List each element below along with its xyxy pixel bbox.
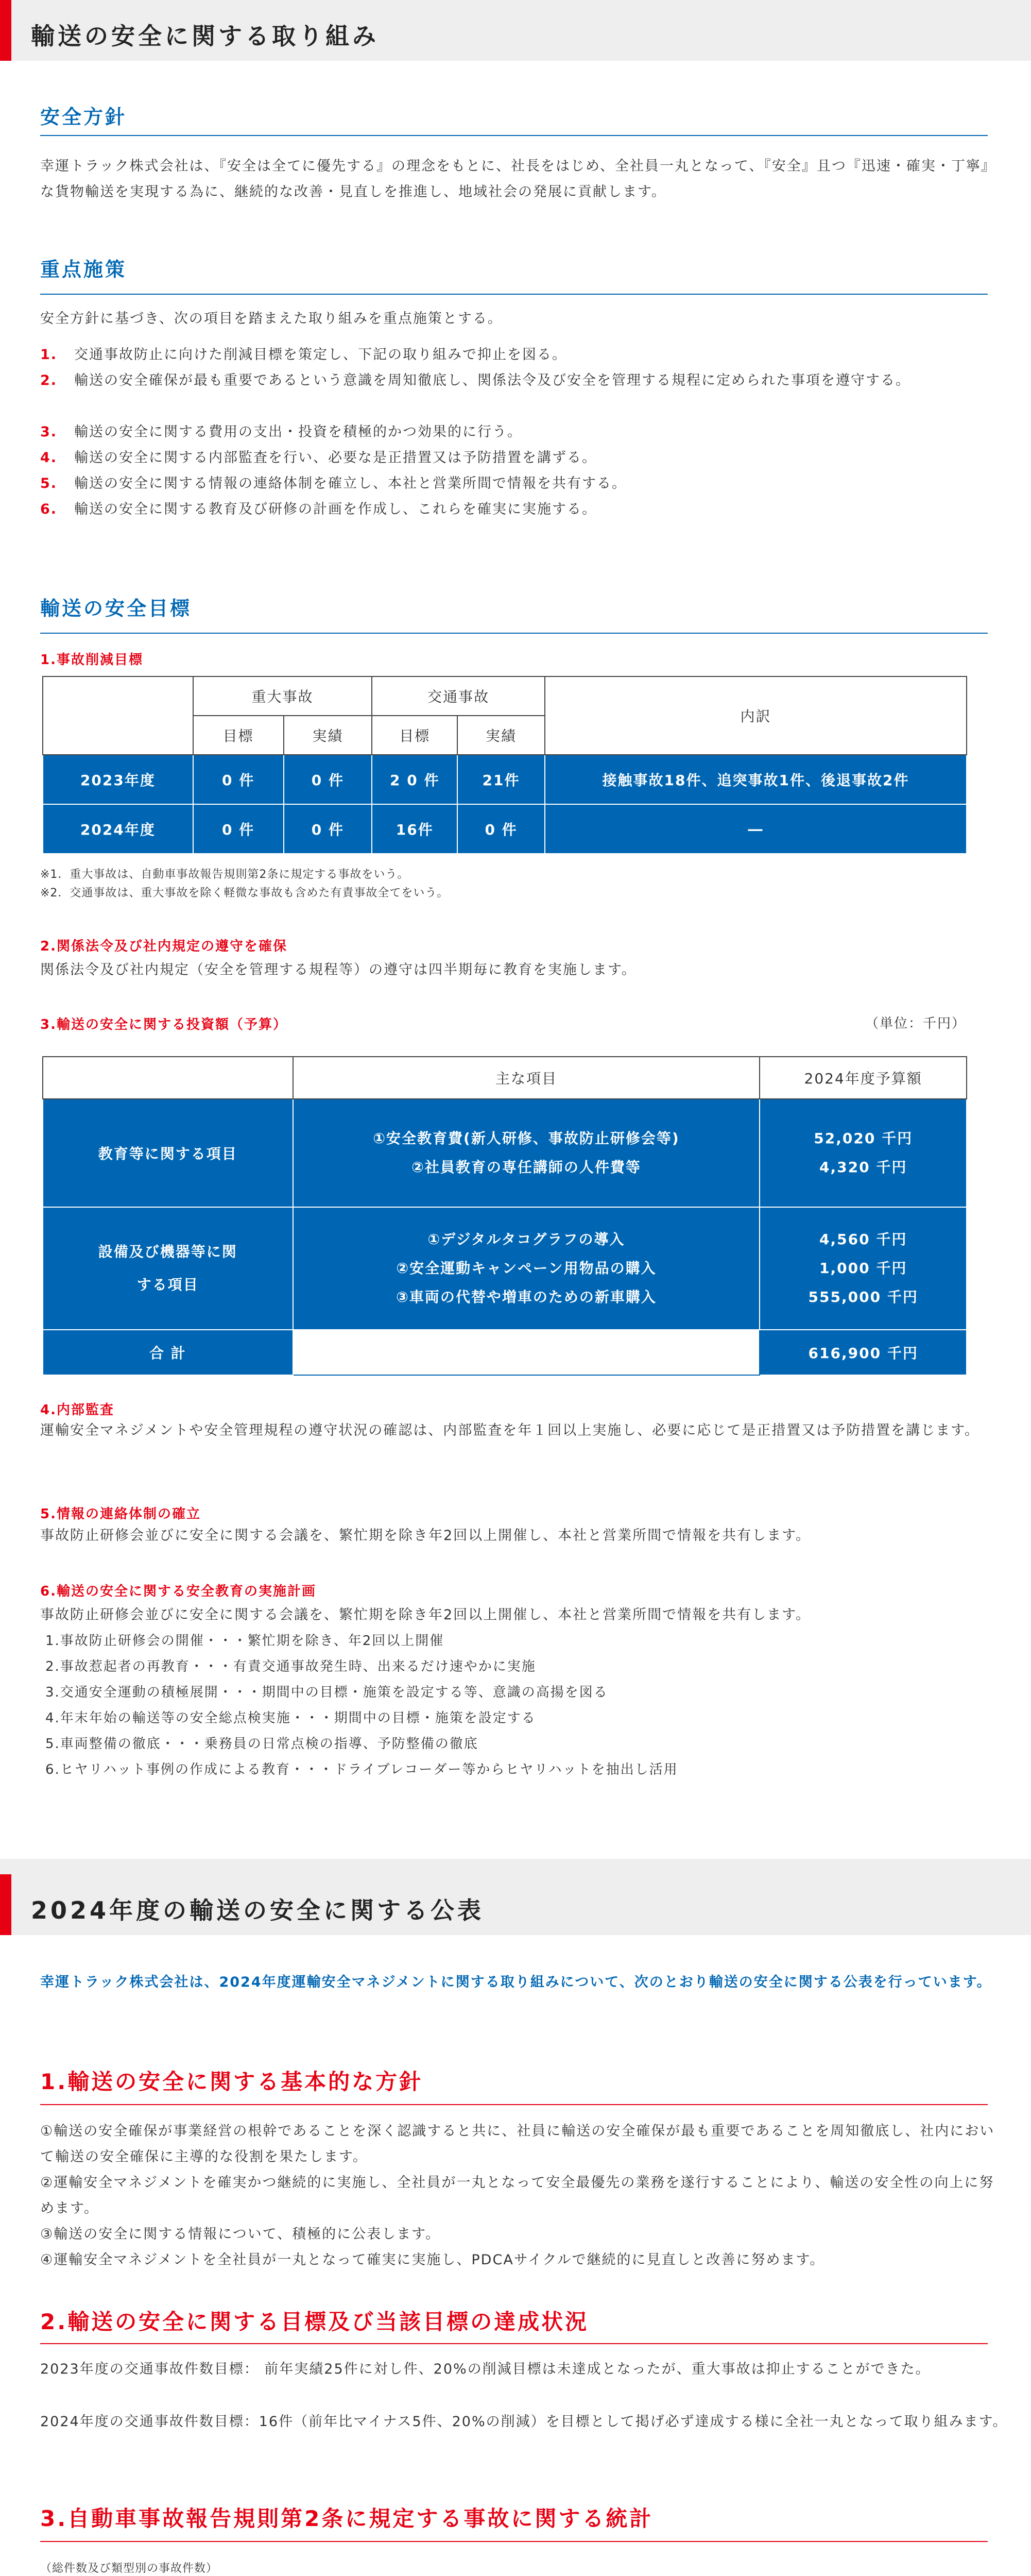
list-item: 5.車両整備の徹底・・・乗務員の日常点検の指導、予防整備の徹底: [45, 1736, 478, 1752]
col-traffic: 交通事故: [372, 676, 545, 716]
budget-unit: （単位：千円）: [865, 1016, 967, 1031]
policy-text: 幸運トラック株式会社は、『安全は全てに優先する』の理念をもとに、社長をはじめ、全社員一丸となって、『安全』且つ『迅速・確実・丁寧』な貨物輸送を実現する為に、継続的な改善・見直しを推進し、地域社会の発展に貢献します。: [40, 158, 996, 200]
goals-sub6: 6.輸送の安全に関する安全教育の実施計画: [40, 1584, 316, 1599]
measure-item: 5. 輸送の安全に関する情報の連絡体制を確立し、本社と営業所間で情報を共有する。: [40, 476, 627, 492]
col-major: 重大事故: [193, 676, 372, 716]
s2-para-2b: 2024年度の交通事故件数目標：16件（前年比マイナス5件、20%の削減）を目標として掲げ必ず達成する様に全社一丸となって取り組みます。: [40, 2414, 1008, 2430]
budget-table: [42, 1056, 967, 1376]
policy-rule: [40, 135, 988, 136]
list-item: 4.年末年始の輸送等の安全総点検実施・・・期間中の目標・施策を設定する: [45, 1710, 536, 1726]
measure-item: 4. 輸送の安全に関する内部監査を行い、必要な是正措置又は予防措置を講ずる。: [40, 450, 597, 466]
s2-rule-1: [40, 2104, 988, 2105]
red-accent-bar: [0, 1874, 11, 1935]
s2-heading-3-note: （総件数及び類型別の事故件数）: [40, 2562, 218, 2575]
s2-heading-2: 2.輸送の安全に関する目標及び当該目標の達成状況: [40, 2309, 589, 2334]
table-row: 2024年度 0 件 0 件 16件 0 件 ―: [43, 804, 967, 854]
section2-intro: 幸運トラック株式会社は、2024年度運輸安全マネジメントに関する取り組みについて、次のとおり輸送の安全に関する公表を行っています。: [40, 1974, 992, 1990]
goals-sub6-text: 事故防止研修会並びに安全に関する会議を、繁忙期を除き年2回以上開催し、本社と営業所間で情報を共有します。: [40, 1607, 811, 1623]
col-result: 実績: [284, 716, 372, 755]
section2-title: 2024年度の輸送の安全に関する公表: [31, 1896, 485, 1924]
goals-sub4-text: 運輸安全マネジメントや安全管理規程の遵守状況の確認は、内部監査を年１回以上実施し、必要に応じて是正措置又は予防措置を講じます。: [40, 1422, 980, 1438]
goals-sub2-text: 関係法令及び社内規定（安全を管理する規程等）の遵守は四半期毎に教育を実施します。: [40, 962, 637, 978]
s2-para-2a: 2023年度の交通事故件数目標： 前年実績25件に対し件、20%の削減目標は未達成となったが、重大事故は抑止することができた。: [40, 2361, 931, 2377]
measure-item: 3. 輸送の安全に関する費用の支出・投資を積極的かつ効果的に行う。: [40, 424, 522, 440]
measure-item: 1. 交通事故防止に向けた削減目標を策定し、下記の取り組みで抑止を図る。: [40, 347, 567, 363]
measure-item: 6. 輸送の安全に関する教育及び研修の計画を作成し、これらを確実に実施する。: [40, 501, 597, 517]
goals-sub3: 3.輸送の安全に関する投資額（予算）: [40, 1017, 287, 1032]
s2-para-1: ③輸送の安全に関する情報について、積極的に公表します。: [40, 2226, 440, 2242]
s2-para-1: ①輸送の安全確保が事業経営の根幹であることを深く認識すると共に、社員に輸送の安全確保が最も重要であることを周知徹底し、社内において輸送の安全確保に主導的な役割を果たします。: [40, 2123, 995, 2165]
goals-sub5: 5.情報の連絡体制の確立: [40, 1506, 201, 1522]
col-goal: 目標: [193, 716, 284, 755]
table-row: 教育等に関する項目 ①安全教育費(新人研修、事故防止研修会等) ②社員教育の専任講師の人件費等 52,020 千円 4,320 千円: [43, 1099, 967, 1207]
col-budget: 2024年度予算額: [760, 1057, 967, 1099]
section2-header: [0, 1874, 1031, 1935]
s2-rule-3: [40, 2541, 988, 2542]
measure-item: 2. 輸送の安全確保が最も重要であるという意識を周知徹底し、関係法令及び安全を管理する規程に定められた事項を遵守する。: [40, 372, 910, 388]
note-1: ※1．重大事故は、自動車事故報告規則第2条に規定する事故をいう。: [40, 868, 409, 881]
list-item: 2.事故惹起者の再教育・・・有責交通事故発生時、出来るだけ速やかに実施: [45, 1659, 536, 1674]
accident-target-table: [42, 676, 967, 854]
goals-heading: 輸送の安全目標: [40, 597, 192, 620]
s2-heading-1: 1.輸送の安全に関する基本的な方針: [40, 2069, 423, 2094]
s2-heading-3: 3.自動車事故報告規則第2条に規定する事故に関する統計: [40, 2506, 654, 2531]
section1-title: 輸送の安全に関する取り組み: [31, 22, 379, 50]
list-item: 1.事故防止研修会の開催・・・繁忙期を除き、年2回以上開催: [45, 1633, 444, 1649]
col-goal: 目標: [372, 716, 457, 755]
section-divider: [0, 1859, 1031, 1874]
red-accent-bar: [0, 0, 11, 61]
col-result: 実績: [457, 716, 545, 755]
table-row: 設備及び機器等に関する項目 ①デジタルタコグラフの導入 ②安全運動キャンペーン用物品の購入 ③車両の代替や増車のための新車購入 4,560 千円 1,000 千円 555,000 千円: [43, 1207, 967, 1330]
policy-heading: 安全方針: [40, 106, 127, 128]
col-detail: 内訳: [545, 676, 967, 755]
table-row: 2023年度 0 件 0 件 2 0 件 21件 接触事故18件、追突事故1件、後退事故2件: [43, 755, 967, 804]
list-item: 3.交通安全運動の積極展開・・・期間中の目標・施策を設定する等、意識の高揚を図る: [45, 1685, 608, 1700]
measures-intro: 安全方針に基づき、次の項目を踏まえた取り組みを重点施策とする。: [40, 311, 503, 327]
note-2: ※2．交通事故は、重大事故を除く軽微な事故も含めた有責事故全てをいう。: [40, 887, 449, 900]
list-item: 6.ヒヤリハット事例の作成による教育・・・ドライブレコーダー等からヒヤリハットを抽出し活用: [45, 1762, 678, 1777]
goals-sub5-text: 事故防止研修会並びに安全に関する会議を、繁忙期を除き年2回以上開催し、本社と営業所間で情報を共有します。: [40, 1528, 811, 1544]
goals-rule: [40, 633, 988, 634]
goals-sub1: 1.事故削減目標: [40, 652, 143, 668]
measures-rule: [40, 294, 988, 295]
s2-rule-2: [40, 2343, 988, 2344]
goals-sub2: 2.関係法令及び社内規定の遵守を確保: [40, 939, 287, 954]
goals-sub4: 4.内部監査: [40, 1402, 114, 1418]
s2-para-1: ②運輸安全マネジメントを確実かつ継続的に実施し、全社員が一丸となって安全最優先の業務を遂行することにより、輸送の安全性の向上に努めます。: [40, 2175, 994, 2216]
s2-para-1: ④運輸安全マネジメントを全社員が一丸となって確実に実施し、PDCAサイクルで継続的に見直しと改善に努めます。: [40, 2252, 825, 2268]
measures-heading: 重点施策: [40, 258, 127, 281]
section1-header: [0, 0, 1031, 61]
col-main-item: 主な項目: [293, 1057, 760, 1099]
table-row: 合 計 616,900 千円: [43, 1330, 967, 1375]
